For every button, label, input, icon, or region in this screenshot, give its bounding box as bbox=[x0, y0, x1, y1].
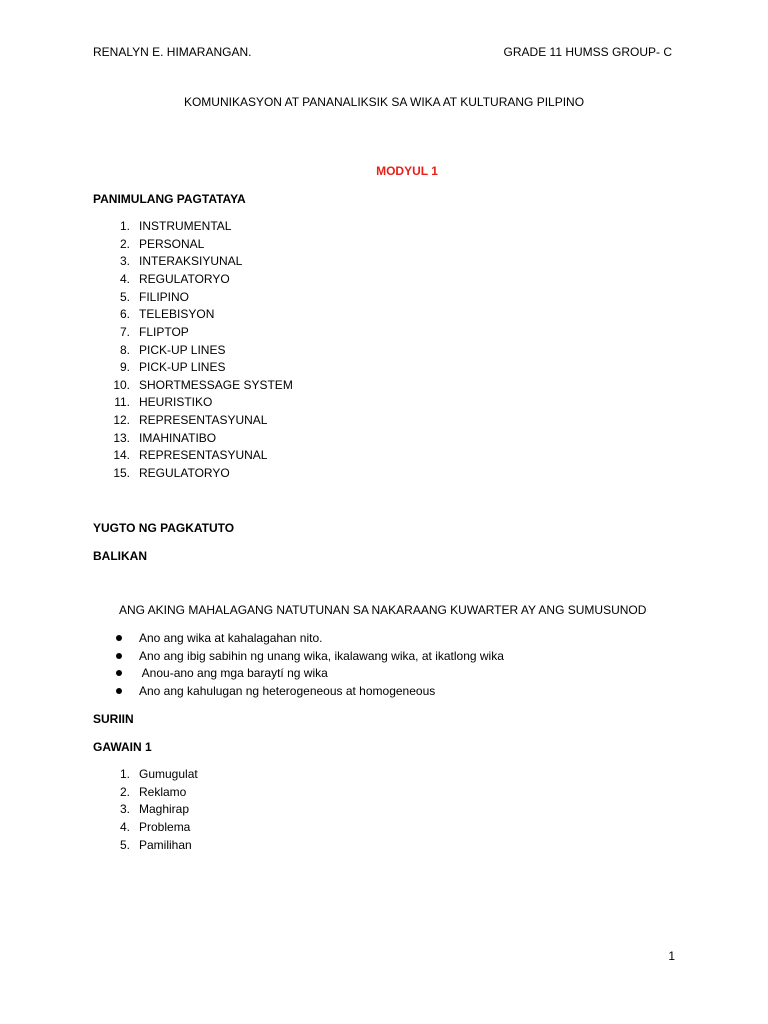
list-number: 2. bbox=[119, 237, 130, 251]
section-subheading-gawain-1: GAWAIN 1 bbox=[93, 740, 152, 754]
list-item bbox=[113, 448, 268, 463]
list-item bbox=[119, 838, 192, 853]
section-heading-panimulang-pagtataya: PANIMULANG PAGTATAYA bbox=[93, 192, 246, 206]
list-text: HEURISTIKO bbox=[139, 395, 213, 409]
bullet-icon bbox=[116, 653, 122, 659]
list-text: Problema bbox=[139, 820, 191, 834]
list-item bbox=[113, 431, 217, 446]
list-item bbox=[119, 272, 230, 287]
list-item bbox=[113, 466, 230, 481]
list-item bbox=[119, 802, 190, 817]
list-number: 6. bbox=[119, 307, 130, 321]
list-number: 13. bbox=[113, 431, 130, 445]
list-item bbox=[114, 395, 213, 410]
header-author: RENALYN E. HIMARANGAN. bbox=[93, 45, 252, 59]
list-item bbox=[119, 219, 232, 234]
list-number: 1. bbox=[119, 767, 130, 781]
list-item bbox=[119, 360, 226, 375]
list-text: IMAHINATIBO bbox=[139, 431, 217, 445]
list-item bbox=[113, 378, 293, 393]
list-item: Anou-ano ang mga baraytí ng wika bbox=[139, 666, 328, 680]
list-number: 4. bbox=[119, 820, 130, 834]
list-item bbox=[119, 343, 226, 358]
list-item: Ano ang wika at kahalagahan nito. bbox=[139, 631, 323, 645]
list-item: Ano ang ibig sabihin ng unang wika, ikalawang wika, at ikatlong wika bbox=[139, 649, 504, 663]
list-text: PERSONAL bbox=[139, 237, 205, 251]
list-text: PICK-UP LINES bbox=[139, 360, 226, 374]
list-text: FLIPTOP bbox=[139, 325, 189, 339]
list-number: 5. bbox=[119, 838, 130, 852]
list-number: 11. bbox=[114, 395, 130, 409]
list-number: 8. bbox=[119, 343, 130, 357]
section-heading-yugto-ng-pagkatuto: YUGTO NG PAGKATUTO bbox=[93, 521, 235, 535]
list-text: PICK-UP LINES bbox=[139, 343, 226, 357]
list-number: 10. bbox=[113, 378, 130, 392]
list-number: 3. bbox=[119, 254, 130, 268]
list-item bbox=[119, 254, 243, 269]
list-text: Pamilihan bbox=[139, 838, 192, 852]
list-number: 1. bbox=[119, 219, 130, 233]
list-item bbox=[119, 785, 187, 800]
list-text: Maghirap bbox=[139, 802, 190, 816]
list-item bbox=[119, 325, 189, 340]
list-text: FILIPINO bbox=[139, 290, 190, 304]
list-item: Ano ang kahulugan ng heterogeneous at homogeneous bbox=[139, 684, 436, 698]
list-item bbox=[119, 820, 191, 835]
section-heading-suriin: SURIIN bbox=[93, 712, 134, 726]
list-number: 9. bbox=[119, 360, 130, 374]
bullet-icon bbox=[116, 670, 122, 676]
balikan-statement: ANG AKING MAHALAGANG NATUTUNAN SA NAKARAANG KUWARTER AY ANG SUMUSUNOD bbox=[119, 603, 647, 617]
list-number: 4. bbox=[119, 272, 130, 286]
list-text: REPRESENTASYUNAL bbox=[139, 448, 268, 462]
page-number: 1 bbox=[668, 949, 675, 963]
list-number: 2. bbox=[119, 785, 130, 799]
list-item bbox=[119, 307, 215, 322]
list-text: INSTRUMENTAL bbox=[139, 219, 232, 233]
list-number: 12. bbox=[113, 413, 130, 427]
list-text: Gumugulat bbox=[139, 767, 198, 781]
list-text: TELEBISYON bbox=[139, 307, 215, 321]
document-title: KOMUNIKASYON AT PANANALIKSIK SA WIKA AT KULTURANG PILPINO bbox=[183, 95, 585, 109]
section-subheading-balikan: BALIKAN bbox=[93, 549, 147, 563]
list-item bbox=[119, 237, 205, 252]
list-number: 15. bbox=[113, 466, 130, 480]
header-class: GRADE 11 HUMSS GROUP- C bbox=[503, 45, 672, 59]
bullet-icon bbox=[116, 635, 122, 641]
list-number: 14. bbox=[113, 448, 130, 462]
list-item bbox=[119, 290, 190, 305]
list-item bbox=[113, 413, 268, 428]
list-text: SHORTMESSAGE SYSTEM bbox=[139, 378, 293, 392]
list-text: REGULATORYO bbox=[139, 466, 230, 480]
list-number: 7. bbox=[119, 325, 130, 339]
list-text: Reklamo bbox=[139, 785, 187, 799]
list-number: 3. bbox=[119, 802, 130, 816]
list-text: INTERAKSIYUNAL bbox=[139, 254, 243, 268]
bullet-icon bbox=[116, 688, 122, 694]
module-title: MODYUL 1 bbox=[376, 164, 438, 178]
list-number: 5. bbox=[119, 290, 130, 304]
list-text: REPRESENTASYUNAL bbox=[139, 413, 268, 427]
list-text: REGULATORYO bbox=[139, 272, 230, 286]
list-item bbox=[119, 767, 198, 782]
